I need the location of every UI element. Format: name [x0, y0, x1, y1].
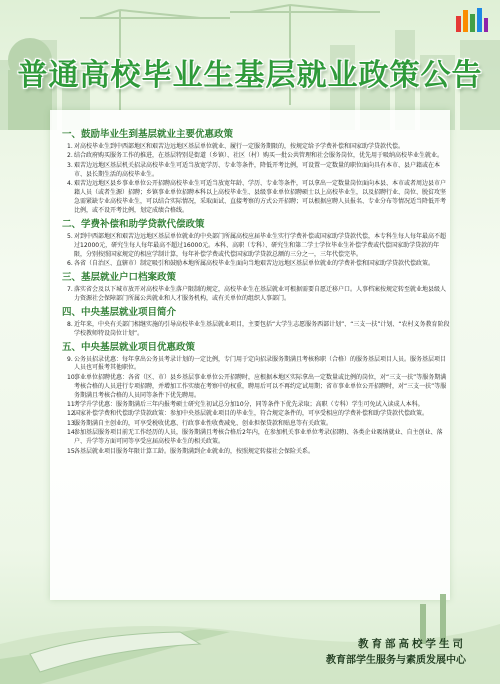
section-title: 一、鼓励毕业生到基层就业主要优惠政策: [62, 129, 234, 140]
section-household-archives: [62, 272, 450, 304]
policy-item: 2.结合政府购买服务工作的推进，在基层特别是街道（乡镇）、社区（村）购买一批公共管理和社会服务岗位，优先用于吸纳高校毕业生就业。: [67, 152, 444, 160]
section-title: 四、中央基层就业项目简介: [62, 306, 177, 318]
policy-item: 4.艰苦边远地区县乡事业单位公开招聘高校毕业生可适当放宽年龄、学历、专业等条件，可以拿出一定数量岗位面向本县、本市或者周边县市户籍人员（或者生源）招聘；乡镇事业单位招聘本科以上高校毕业生、县级事业单位招聘硕士以上高校毕业生，以及招聘行业、岗位、脱贫攻坚急需紧缺专业高校毕业生，可以结合实际情况，采取面试、直接考察的方式公开招聘；可以根据应聘人员报名、专业分布等情况适当降低开考比例，或不设开考比例，划定成绩合格线。: [67, 180, 447, 214]
issuer-department: 教育部高校学生司: [358, 638, 466, 650]
policy-item: 9.公务员招录优惠：每年拿出公务员考录计划的一定比例，专门用于定向招录服务期满且考核称职（合格）的服务基层项目人员。服务基层项目人员也可报考其他职位。: [67, 355, 447, 372]
policy-item: 10.事业单位招聘优惠：各省（区、市）县乡基层事业单位公开招聘时，应根据本地区实际拿出一定数量或比例的岗位，对“三支一扶”等服务期满考核合格的人员进行专项招聘，并增加工作实绩在考察中的权重，聘用后可以不再约定试用期；省市事业单位公开招聘时，对“三支一扶”等服务期满且考核合格的人员同等条件下优先聘用。: [67, 373, 447, 399]
policy-item: 11.考学升学优惠：服务期满后三年内报考硕士研究生初试总分加10分，同等条件下优先录取；高职（专科）学生可免试入读成人本科。: [67, 401, 424, 409]
policy-item: 12.国家补偿学费和代偿助学贷款政策：参加中央基层就业项目的毕业生，符合规定条件的，可享受相应的学费补偿和助学贷款代偿政策。: [67, 410, 429, 418]
poster-title: 普通高校毕业生基层就业政策公告: [17, 58, 483, 93]
section-title: 二、学费补偿和助学贷款代偿政策: [62, 218, 205, 230]
policy-item: 14.参加基层服务项目前无工作经历的人员，服务期满且考核合格后2年内，在参加机关事业单位考录(招聘)、各类企业吸纳就业、自主创业、落户、升学等方面可同等享受应届高校毕业生的相关政策。: [67, 429, 443, 446]
section-project-intro: [62, 307, 450, 339]
policy-item: 6.各省（自治区、直辖市）制定吸引和鼓励本地所属高校毕业生面向当地艰苦边远地区基层单位就业的学费补偿和国家助学贷款代偿政策。: [67, 259, 435, 267]
policy-item: 15.各基层就业项目服务年限计算工龄。服务期满到企业就业的，按照规定转接社会保险关系。: [67, 447, 315, 455]
section-tuition-compensation: [62, 219, 450, 269]
policy-item: 8.近年来，中央有关部门相继实施的引导高校毕业生基层就业项目，主要包括“大学生志愿服务西部计划”、“三支一扶”计划、“农村义务教育阶段学校教师特设岗位计划”。: [67, 320, 450, 337]
issuer-center: 教育部学生服务与素质发展中心: [326, 655, 466, 666]
policy-item: 3.艰苦边远地区基层机关招录高校毕业生可适当放宽学历、专业等条件，降低开考比例，可设置一定数量的职位面向具有本市、县户籍或在本市、县长期生活的高校毕业生。: [67, 161, 441, 178]
train-track-decoration: [0, 574, 500, 684]
colorful-bars-logo: [454, 6, 490, 36]
policy-item: 5.对到中西部地区和艰苦边远地区基层单位就业的中央部门所属高校应届毕业生实行学费补偿或国家助学贷款代偿，本专科生每人每年最高不超过12000元，研究生每人每年最高不超过16000元。本科、高职（专科）、研究生和第二学士学位毕业生补偿学费或代偿国家助学贷款的年限，分别按照国家规定的相应学制计算，每年补偿学费或代偿国家助学贷款总额的三分之一，三年代偿完毕。: [67, 232, 447, 258]
section-title: 五、中央基层就业项目优惠政策: [62, 341, 196, 353]
policy-content: [62, 126, 450, 457]
section-grassroots-incentives: [62, 129, 450, 216]
policy-item: 7.落实省会及以下城市放开对高校毕业生落户限制的规定，高校毕业生在基层就业可根据需要自愿迁移户口。人事档案按规定转至就业地县级人力资源社会保障部门所属公共就业和人才服务机构，或有关单位的组织人事部门。: [67, 285, 447, 302]
section-title: 三、基层就业户口档案政策: [62, 271, 177, 283]
policy-item: 1.对高校毕业生到中西部地区和艰苦边远地区基层单位就业、履行一定服务期限的，按规定给予学费补偿和国家助学贷款代偿。: [67, 143, 405, 150]
policy-item: 13.服务期满自主创业的，可享受税收优惠、行政事业性收费减免、创业担保贷款和贴息等有关政策。: [67, 419, 333, 427]
section-project-benefits: [62, 342, 450, 457]
